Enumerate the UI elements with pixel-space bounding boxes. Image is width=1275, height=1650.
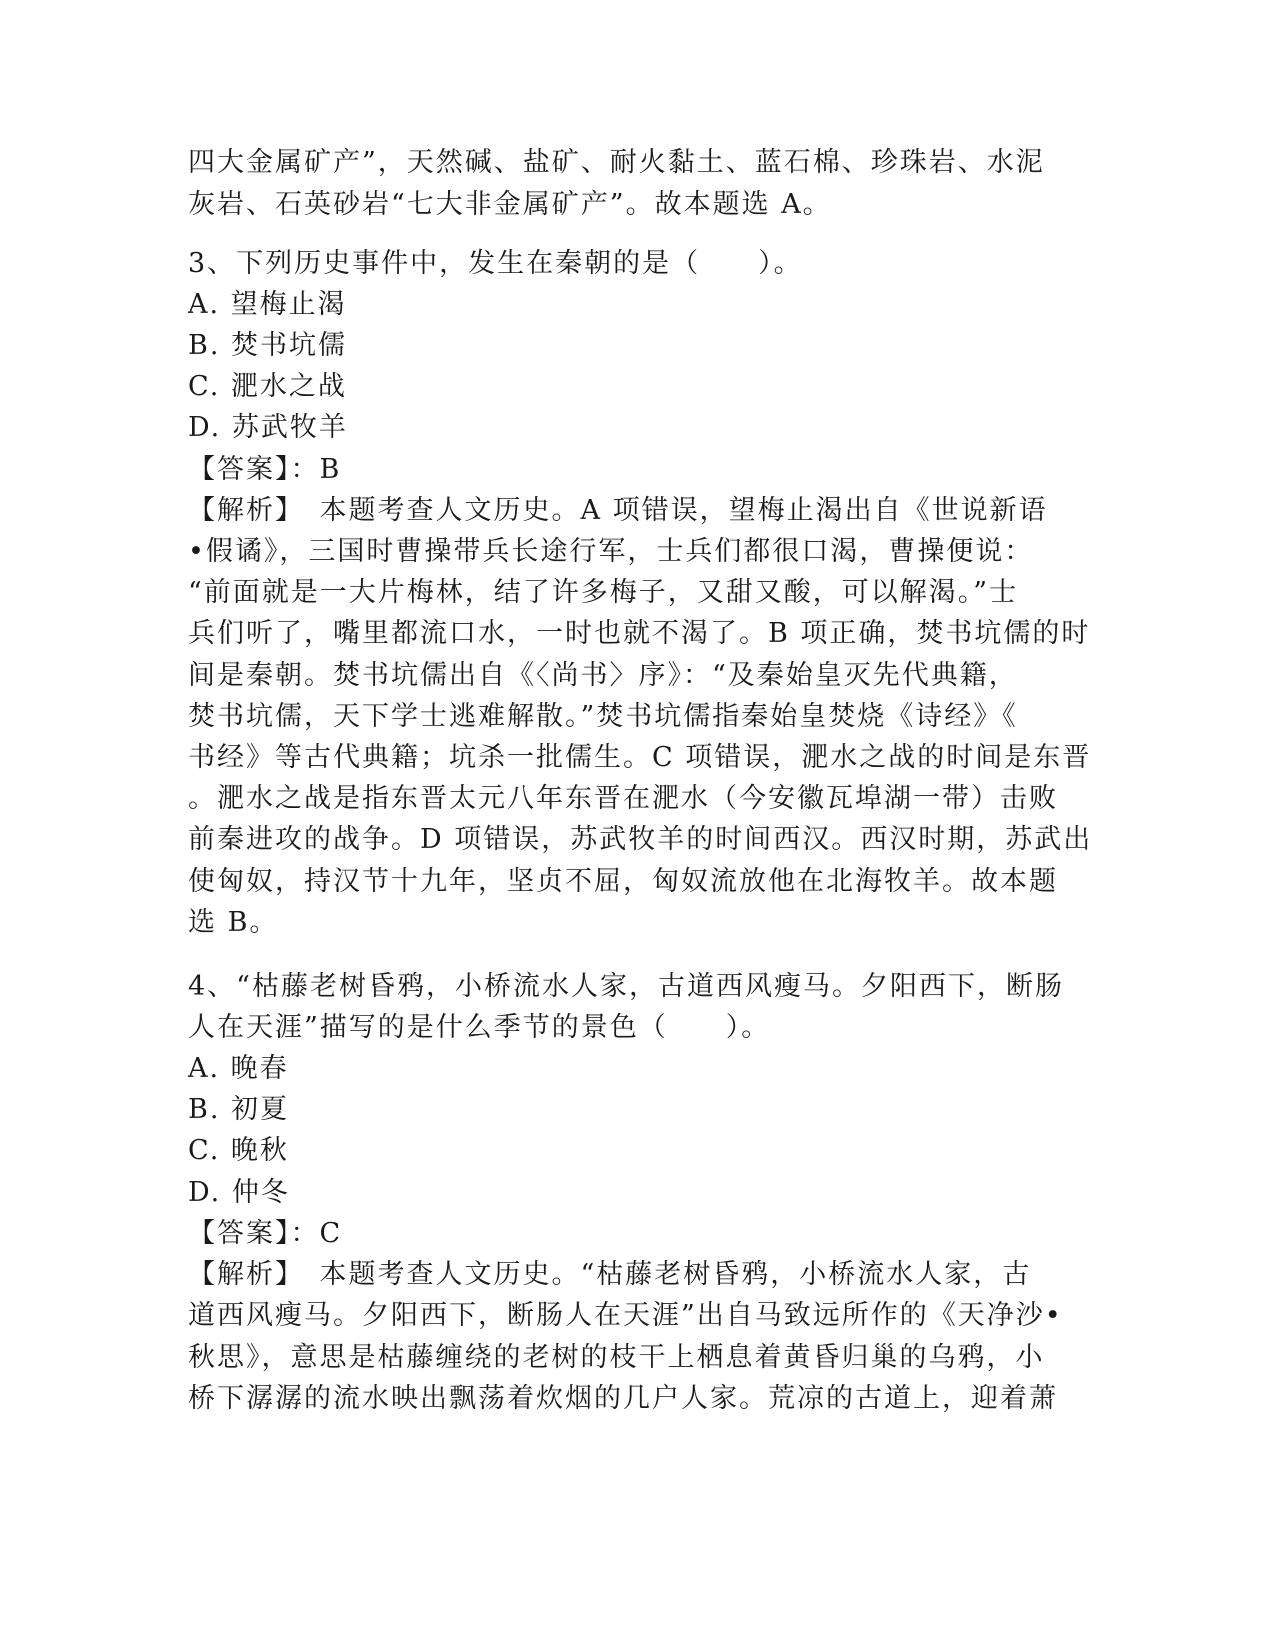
question-3-analysis-line: 书经》等古代典籍；坑杀一批儒生。C 项错误，淝水之战的时间是东晋 <box>188 742 1092 773</box>
question-3-answer: 【答案】：B <box>188 454 342 485</box>
question-4-text: 人在天涯”描写的是什么季节的景色（ ）。 <box>188 1012 771 1043</box>
question-3-analysis-line: 选 B。 <box>188 907 279 938</box>
question-3-option-b: B. 焚书坑儒 <box>188 330 348 361</box>
question-3-analysis-line: 前秦进攻的战争。D 项错误，苏武牧羊的时间西汉。西汉时期，苏武出 <box>188 824 1093 855</box>
question-4-analysis-line: 桥下潺潺的流水映出飘荡着炊烟的几户人家。荒凉的古道上，迎着萧 <box>188 1383 1058 1414</box>
question-3-analysis-line: “前面就是一大片梅林，结了许多梅子，又甜又酸，可以解渴。”士 <box>188 577 1019 608</box>
question-3-option-d: D. 苏武牧羊 <box>188 412 348 443</box>
question-3-option-a: A. 望梅止渴 <box>188 289 347 320</box>
question-3-analysis-line: 。淝水之战是指东晋太元八年东晋在淝水（今安徽瓦埠湖一带）击败 <box>188 783 1058 814</box>
question-3-analysis-line: 焚书坑儒，天下学士逃难解散。”焚书坑儒指秦始皇焚烧《诗经》《 <box>188 701 1018 732</box>
question-3-analysis-line: 使匈奴，持汉节十九年，坚贞不屈，匈奴流放他在北海牧羊。故本题 <box>188 866 1058 897</box>
question-3-analysis-line: 【解析】 本题考查人文历史。A 项错误，望梅止渴出自《世说新语 <box>188 495 1048 526</box>
question-4-analysis-line: 秋思》，意思是枯藤缠绕的老树的枝干上栖息着黄昏归巢的乌鸦，小 <box>188 1342 1045 1373</box>
continuation-line: 灰岩、石英砂岩“七大非金属矿产”。故本题选 A。 <box>188 189 832 220</box>
question-4-text: 4、“枯藤老树昏鸦，小桥流水人家，古道西风瘦马。夕阳西下，断肠 <box>188 971 1064 1002</box>
question-3-analysis-line: 间是秦朝。焚书坑儒出自《〈尚书〉序》：“及秦始皇灭先代典籍， <box>188 660 1018 691</box>
question-3-analysis-line: 兵们听了，嘴里都流口水，一时也就不渴了。B 项正确，焚书坑儒的时 <box>188 618 1091 649</box>
question-4-option-c: C. 晚秋 <box>188 1135 289 1166</box>
continuation-line: 四大金属矿产”，天然碱、盐矿、耐火黏土、蓝石棉、珍珠岩、水泥 <box>188 147 1045 178</box>
question-3-option-c: C. 淝水之战 <box>188 371 347 402</box>
question-4-analysis-line: 【解析】 本题考查人文历史。“枯藤老树昏鸦，小桥流水人家，古 <box>188 1259 1032 1290</box>
question-4-option-a: A. 晚春 <box>188 1053 289 1084</box>
question-4-answer: 【答案】：C <box>188 1218 343 1249</box>
question-3-text: 3、下列历史事件中，发生在秦朝的是（ ）。 <box>188 248 803 279</box>
question-4-option-b: B. 初夏 <box>188 1094 290 1125</box>
question-4-option-d: D. 仲冬 <box>188 1177 290 1208</box>
question-3-analysis-line: •假谲》，三国时曹操带兵长途行军，士兵们都很口渴，曹操便说： <box>188 536 1034 567</box>
question-4-analysis-line: 道西风瘦马。夕阳西下，断肠人在天涯”出自马致远所作的《天净沙• <box>188 1300 1063 1331</box>
